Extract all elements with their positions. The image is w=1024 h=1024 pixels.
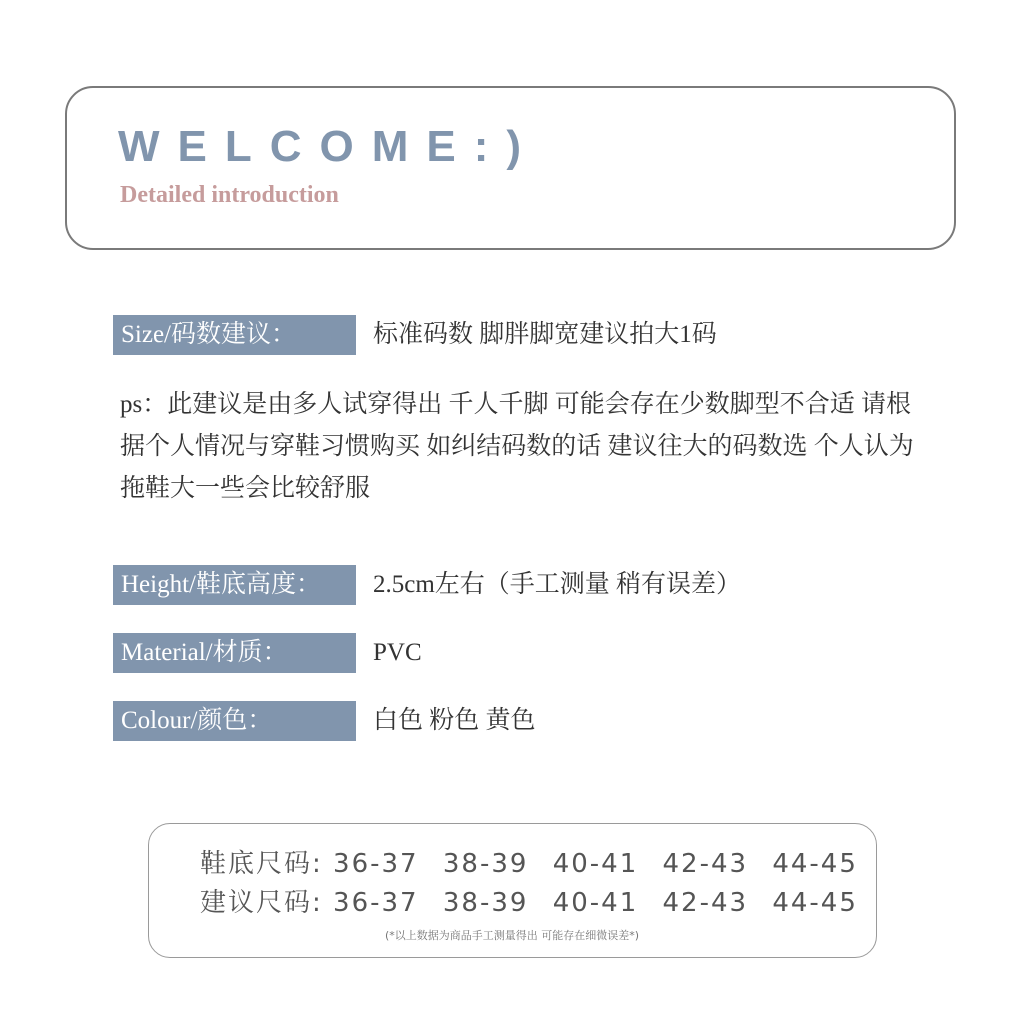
suggested-size-cell: 40-41 [552,888,639,918]
sole-size-row [200,847,872,881]
suggested-size-values [333,888,872,918]
size-advice-note: ps：此建议是由多人试穿得出 千人千脚 可能会存在少数脚型不合适 请根据个人情况与穿鞋习惯购买 如纠结码数的话 建议往大的码数选 个人认为拖鞋大一些会比较舒服 [120,391,914,502]
material-spec-label: Material/材质： [113,633,356,673]
size-spec-row [113,315,913,355]
suggested-size-cell: 44-45 [772,888,858,918]
sole-size-cell: 40-41 [552,849,639,879]
material-spec-value: PVC [373,639,422,666]
material-spec-row [113,633,913,673]
colour-spec-label: Colour/颜色： [113,701,356,741]
sole-size-label: 鞋底尺码: [200,849,323,879]
welcome-subtitle: Detailed introduction [120,182,339,208]
suggested-size-cell: 36-37 [333,888,419,918]
colour-spec-row [113,701,913,741]
welcome-title: WELCOME:) [118,122,540,171]
sole-size-values [333,849,872,879]
size-table-footnote: (*以上数据为商品手工测量得出 可能存在细微误差*) [384,929,640,942]
colour-spec-value: 白色 粉色 黄色 [373,707,536,734]
sole-size-cell: 42-43 [662,849,749,879]
suggested-size-cell: 42-43 [662,888,749,918]
suggested-size-row [200,886,872,920]
height-spec-value: 2.5cm左右（手工测量 稍有误差） [373,571,742,598]
size-spec-value: 标准码数 脚胖脚宽建议拍大1码 [373,321,717,348]
size-spec-label: Size/码数建议： [113,315,356,355]
sole-size-cell: 44-45 [772,849,858,879]
height-spec-row [113,565,913,605]
height-spec-label: Height/鞋底高度： [113,565,356,605]
sole-size-cell: 38-39 [442,849,529,879]
suggested-size-label: 建议尺码: [200,888,323,918]
suggested-size-cell: 38-39 [442,888,529,918]
sole-size-cell: 36-37 [333,849,419,879]
